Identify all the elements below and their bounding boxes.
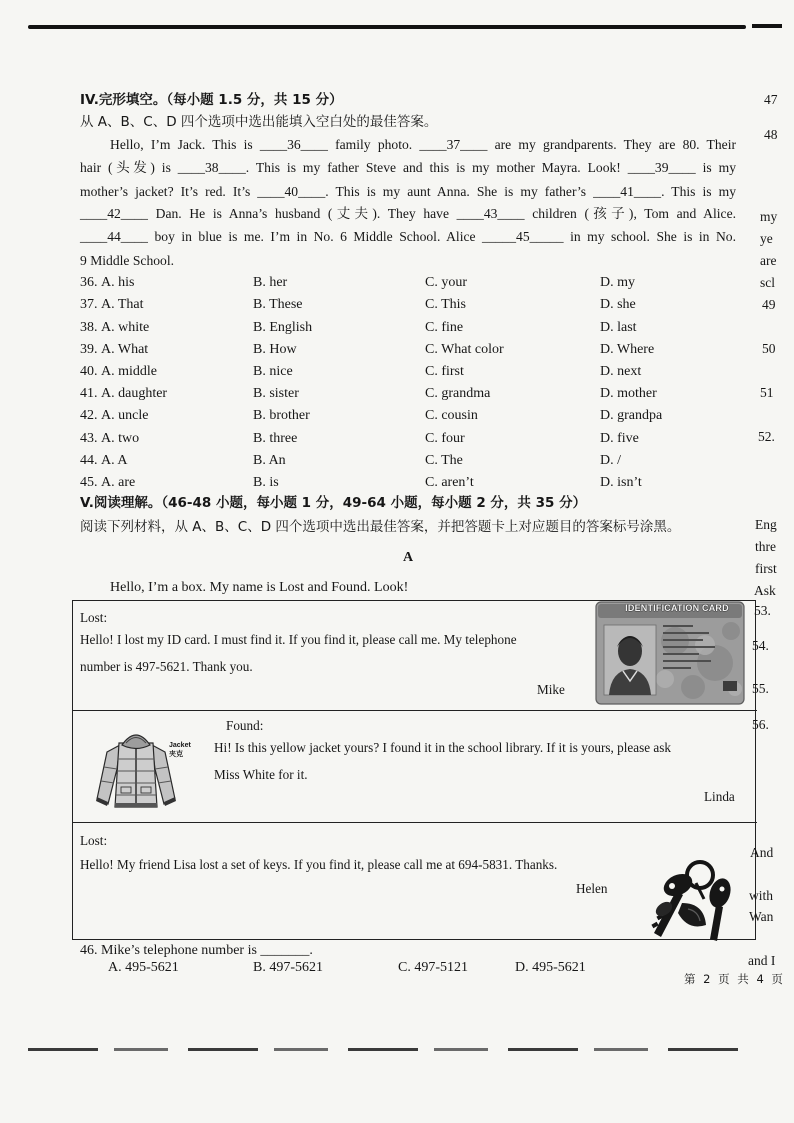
notice-label: Lost: (80, 833, 108, 848)
option-d: D. Where (600, 342, 655, 357)
option-a: A. two (101, 431, 140, 446)
scan-bottom-edge (28, 1048, 750, 1051)
option-d: D. she (600, 297, 636, 312)
option-b: B. nice (253, 364, 293, 379)
option-a: A. uncle (101, 408, 149, 423)
adjacent-page-fragment: first (755, 561, 777, 576)
adjacent-page-fragment: with (749, 888, 774, 903)
option-c: C. grandma (425, 386, 491, 401)
section-v-instruction: 阅读下列材料，从 A、B、C、D 四个选项中选出最佳答案，并把答题卡上对应题目的答案标号涂黑。 (80, 519, 681, 535)
option-c: C. This (425, 297, 466, 312)
option-b: B. These (253, 297, 303, 312)
notice-text-line: number is 497-5621. Thank you. (80, 659, 253, 674)
option-a: A. What (101, 342, 149, 357)
jacket-tag-en: Jacket (169, 742, 191, 749)
option-c: C. What color (425, 342, 504, 357)
option-c: C. four (425, 431, 465, 446)
option-d: D. grandpa (600, 408, 663, 423)
option-d: D. / (600, 453, 621, 468)
notice-signer: Linda (704, 789, 735, 804)
option-a: A. That (101, 297, 144, 312)
passage-line: 9 Middle School. (80, 253, 175, 268)
section-iv-heading: IV.完形填空。（每小题 1.5 分，共 15 分） (80, 92, 343, 108)
adjacent-page-fragment: Eng (755, 517, 777, 532)
option-b: B. is (253, 475, 279, 490)
section-v-heading: V.阅读理解。（46-48 小题，每小题 1 分，49-64 小题，每小题 2 分，共 35 分） (80, 495, 587, 511)
id-card-title: IDENTIFICATION CARD (625, 603, 729, 613)
cloze-question-row (0, 319, 760, 337)
jacket-image (90, 721, 182, 813)
option-d: D. mother (600, 386, 657, 401)
option-d: D. next (600, 364, 642, 379)
notice-divider (72, 710, 757, 711)
passage-line: ____44____ boy in blue is me. I’m in No. 6 Middle School. Alice _____45_____ in my school. She is in No. (80, 229, 736, 244)
question-46-option-a: A. 495-5621 (108, 960, 179, 975)
cloze-question-row (0, 474, 760, 492)
question-number: 41. (80, 386, 98, 401)
cloze-question-row (0, 385, 760, 403)
adjacent-page-fragment: 51 (760, 385, 774, 400)
question-number: 40. (80, 364, 98, 379)
notice-text-line: Hi! Is this yellow jacket yours? I found it in the school library. If it is yours, please ask (214, 740, 671, 755)
question-number: 39. (80, 342, 98, 357)
adjacent-page-fragment: ye (760, 231, 773, 246)
passage-line: hair (头发) is ____38____. This is my father Steve and this is my mother Mayra. Look! ____39____ is my (80, 160, 736, 175)
adjacent-page-fragment: scl (760, 275, 775, 290)
question-number: 37. (80, 297, 98, 312)
adjacent-page-fragment: 56. (752, 717, 769, 732)
notice-label: Found: (226, 718, 264, 733)
question-number: 44. (80, 453, 98, 468)
adjacent-page-fragment: 53. (754, 603, 771, 618)
option-c: C. aren’t (425, 475, 474, 490)
adjacent-page-fragment: 54. (752, 638, 769, 653)
question-number: 43. (80, 431, 98, 446)
passage-line: mother’s jacket? It’s red. It’s ____40____. This is my aunt Anna. She is my father’s ____41____. This is my (80, 184, 736, 199)
adjacent-page-fragment: And (750, 845, 774, 860)
option-c: C. your (425, 275, 467, 290)
question-number: 42. (80, 408, 98, 423)
notice-text-line: Miss White for it. (214, 767, 308, 782)
adjacent-page-fragment: my (760, 209, 778, 224)
cloze-question-row (0, 430, 760, 448)
adjacent-page-fragment: and I (748, 953, 776, 968)
question-46-option-c: C. 497-5121 (398, 960, 468, 975)
option-b: B. three (253, 431, 298, 446)
option-d: D. five (600, 431, 639, 446)
question-number: 45. (80, 475, 98, 490)
option-a: A. daughter (101, 386, 168, 401)
adjacent-page-fragment: thre (755, 539, 776, 554)
notice-text-line: Hello! My friend Lisa lost a set of keys. If you find it, please call me at 694-5831. Thanks. (80, 857, 558, 872)
option-b: B. English (253, 320, 313, 335)
option-b: B. sister (253, 386, 299, 401)
passage-label: A (403, 550, 414, 565)
notice-text-line: Hello! I lost my ID card. I must find it. If you find it, please call me. My telephone (80, 632, 517, 647)
adjacent-page-fragment: 50 (762, 341, 776, 356)
option-c: C. cousin (425, 408, 478, 423)
option-c: C. first (425, 364, 464, 379)
option-a: A. his (101, 275, 135, 290)
option-a: A. middle (101, 364, 157, 379)
cloze-question-row (0, 274, 760, 292)
option-a: A. A (101, 453, 128, 468)
adjacent-page-fragment: 47 (764, 92, 778, 107)
option-d: D. isn’t (600, 475, 642, 490)
lost-and-found-intro: Hello, I’m a box. My name is Lost and Found. Look! (110, 580, 409, 595)
option-b: B. her (253, 275, 288, 290)
section-iv-instruction: 从 A、B、C、D 四个选项中选出能填入空白处的最佳答案。 (80, 114, 438, 130)
option-b: B. brother (253, 408, 310, 423)
option-c: C. The (425, 453, 463, 468)
cloze-question-row (0, 341, 760, 359)
notice-signer: Helen (576, 881, 608, 896)
option-d: D. my (600, 275, 635, 290)
cloze-question-row (0, 452, 760, 470)
adjacent-page-fragment: Wan (749, 909, 774, 924)
keys-image (638, 853, 740, 943)
id-card-image (595, 601, 745, 705)
passage-line: Hello, I’m Jack. This is ____36____ family photo. ____37____ are my grandparents. They are 80. Their (110, 137, 736, 152)
adjacent-page-fragment: Ask (754, 583, 776, 598)
option-b: B. An (253, 453, 286, 468)
option-b: B. How (253, 342, 297, 357)
cloze-question-row (0, 363, 760, 381)
notice-signer: Mike (537, 682, 565, 697)
passage-line: ____42____ Dan. He is Anna’s husband (丈夫). They have ____43____ children (孩子), Tom and Alice. (80, 206, 736, 221)
page-number: 第 2 页 共 4 页 (684, 972, 785, 986)
question-number: 36. (80, 275, 98, 290)
adjacent-page-strip (746, 0, 794, 1123)
adjacent-page-fragment: 48 (764, 127, 778, 142)
scan-top-edge (28, 25, 746, 29)
jacket-tag-zh: 夹克 (169, 751, 183, 758)
cloze-question-row (0, 407, 760, 425)
question-46-option-d: D. 495-5621 (515, 960, 586, 975)
notice-divider (72, 822, 757, 823)
option-c: C. fine (425, 320, 464, 335)
question-46-option-b: B. 497-5621 (253, 960, 323, 975)
cloze-question-row (0, 296, 760, 314)
question-46-stem: 46. Mike’s telephone number is _______. (80, 943, 313, 958)
option-a: A. white (101, 320, 150, 335)
adjacent-page-fragment: 55. (752, 681, 769, 696)
adjacent-page-fragment: 49 (762, 297, 776, 312)
adjacent-page-fragment: are (760, 253, 777, 268)
option-a: A. are (101, 475, 136, 490)
adjacent-page-fragment: 52. (758, 429, 775, 444)
question-number: 38. (80, 320, 98, 335)
notice-label: Lost: (80, 610, 108, 625)
option-d: D. last (600, 320, 637, 335)
